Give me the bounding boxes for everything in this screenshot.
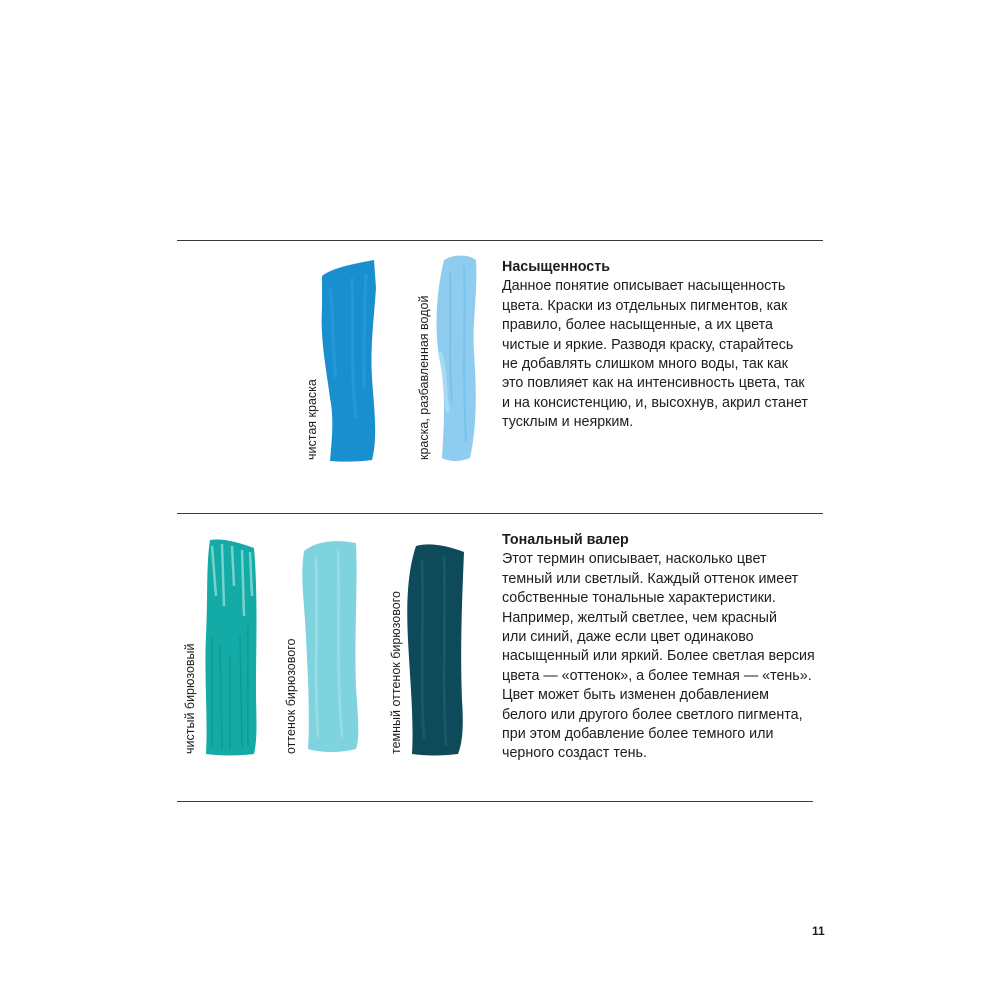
saturation-line: цвета. Краски из отдельных пигментов, как <box>502 297 788 314</box>
tonal-value-line: Например, желтый светлее, чем красный <box>502 609 777 626</box>
label-diluted-paint: краска, разбавленная водой <box>417 295 431 460</box>
saturation-line: не добавлять слишком много воды, так как <box>502 356 788 373</box>
tonal-value-line: черного создаст тень. <box>502 745 647 762</box>
saturation-heading: Насыщенность <box>502 259 611 275</box>
tonal-value-line: насыщенный или яркий. Более светлая версия <box>502 648 815 665</box>
divider-top <box>177 240 823 241</box>
swatch-turquoise-tint <box>298 537 362 755</box>
swatch-pure-paint <box>312 258 384 464</box>
divider-bottom <box>177 801 813 802</box>
label-pure-turquoise: чистый бирюзовый <box>183 643 197 754</box>
tonal-value-line: темный или светлый. Каждый оттенок имеет <box>502 570 799 587</box>
saturation-line: чистые и яркие. Разводя краску, старайтесь <box>502 336 794 353</box>
label-pure-paint: чистая краска <box>305 379 319 460</box>
saturation-line: правило, более насыщенные, а их цвета <box>502 317 773 334</box>
tonal-value-line: или синий, даже если цвет одинаково <box>502 629 754 646</box>
tonal-value-text-block <box>502 531 815 764</box>
tonal-value-heading: Тональный валер <box>502 532 629 548</box>
swatch-dark-turquoise <box>402 540 466 758</box>
swatch-pure-turquoise <box>198 536 264 758</box>
saturation-line: это повлияет как на интенсивность цвета, так <box>502 375 805 392</box>
tonal-value-line: собственные тональные характеристики. <box>502 590 776 607</box>
tonal-value-line: белого или другого более светлого пигмента, <box>502 706 803 723</box>
divider-middle <box>177 513 823 514</box>
tonal-value-line: Этот термин описывает, насколько цвет <box>502 551 767 568</box>
tonal-value-line: Цвет может быть изменен добавлением <box>502 687 769 704</box>
tonal-value-line: цвета — «оттенок», а более темная — «тень». <box>502 667 812 684</box>
swatch-diluted-paint <box>430 252 482 464</box>
tonal-value-line: при этом добавление более темного или <box>502 726 774 743</box>
saturation-text-block <box>502 258 808 433</box>
page-number: 11 <box>812 924 825 938</box>
label-turquoise-tint: оттенок бирюзового <box>284 638 298 754</box>
saturation-line: и на консистенцию, и, высохнув, акрил станет <box>502 394 808 411</box>
label-dark-turquoise: темный оттенок бирюзового <box>389 591 403 754</box>
saturation-line: Данное понятие описывает насыщенность <box>502 278 786 295</box>
saturation-line: тусклым и неярким. <box>502 414 634 431</box>
